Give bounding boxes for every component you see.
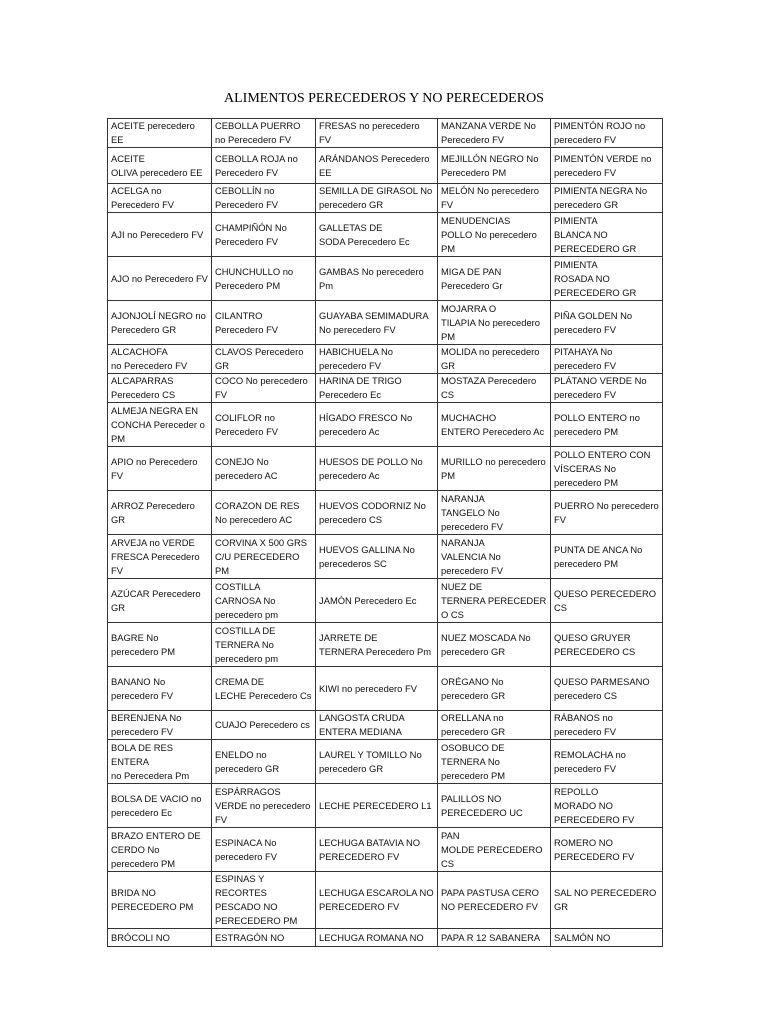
table-row [108,740,663,784]
table-cell: APIO no Perecedero FV [108,447,212,491]
table-row [108,184,663,213]
table-cell: ENELDO no perecedero GR [212,740,316,784]
table-row [108,711,663,740]
table-cell: MURILLO no perecedero PM [438,447,551,491]
table-cell: PIMIENTA BLANCA NO PERECEDERO GR [551,213,663,257]
table-row [108,374,663,403]
table-cell: SAL NO PERECEDERO GR [551,872,663,929]
table-cell: CREMA DE LECHE Perecedero Cs [212,667,316,711]
table-cell: ARROZ Perecedero GR [108,491,212,535]
table-cell: JAMÓN Perecedero Ec [316,579,438,623]
table-cell: MANZANA VERDE No Perecedero FV [438,119,551,148]
table-cell: HUEVOS GALLINA No perecederos SC [316,535,438,579]
table-cell: POLLO ENTERO CON VÍSCERAS No perecedero PM [551,447,663,491]
table-cell: AJI no Perecedero FV [108,213,212,257]
table-cell: ESPINACA No perecedero FV [212,828,316,872]
table-cell: ESPÁRRAGOS VERDE no perecedero FV [212,784,316,828]
table-cell: PUERRO No perecedero FV [551,491,663,535]
table-row [108,301,663,345]
table-cell: PAN MOLDE PERECEDERO CS [438,828,551,872]
table-cell: PLÁTANO VERDE No perecedero FV [551,374,663,403]
table-cell: LECHUGA ESCAROLA NO PERECEDERO FV [316,872,438,929]
table-cell: NARANJA TANGELO No perecedero FV [438,491,551,535]
table-cell: PITAHAYA No perecedero FV [551,345,663,374]
table-cell: BOLA DE RES ENTERA no Perecedera Pm [108,740,212,784]
table-cell: GAMBAS No perecedero Pm [316,257,438,301]
table-cell: CEBOLLÍN no Perecedero FV [212,184,316,213]
table-cell: MEJILLÓN NEGRO No Perecedero PM [438,148,551,184]
table-cell: PUNTA DE ANCA No perecedero PM [551,535,663,579]
table-cell: PALILLOS NO PERECEDERO UC [438,784,551,828]
table-cell: PIMIENTA NEGRA No perecedero GR [551,184,663,213]
table-cell: PAPA R 12 SABANERA [438,929,551,947]
table-cell: BAGRE No perecedero PM [108,623,212,667]
table-cell: CHUNCHULLO no Perecedero PM [212,257,316,301]
table-cell: PIÑA GOLDEN No perecedero FV [551,301,663,345]
table-cell: CORVINA X 500 GRS C/U PERECEDERO PM [212,535,316,579]
table-cell: BRIDA NO PERECEDERO PM [108,872,212,929]
table-cell: QUESO PERECEDERO CS [551,579,663,623]
table-row [108,784,663,828]
table-cell: QUESO GRUYER PERECEDERO CS [551,623,663,667]
table-cell: ARVEJA no VERDE FRESCA Perecedero FV [108,535,212,579]
table-cell: POLLO ENTERO no perecedero PM [551,403,663,447]
table-row [108,828,663,872]
table-cell: MOLIDA no perecedero GR [438,345,551,374]
table-cell: MENUDENCIAS POLLO No perecedero PM [438,213,551,257]
table-cell: PIMIENTA ROSADA NO PERECEDERO GR [551,257,663,301]
table-cell: QUESO PARMESANO perecedero CS [551,667,663,711]
table-row [108,447,663,491]
table-cell: CONEJO No perecedero AC [212,447,316,491]
table-cell: ALCAPARRAS Perecedero CS [108,374,212,403]
table-cell: MOSTAZA Perecedero CS [438,374,551,403]
table-cell: ACEITE perecedero EE [108,119,212,148]
table-cell: ORELLANA no perecedero GR [438,711,551,740]
table-row [108,491,663,535]
table-row [108,148,663,184]
table-cell: PIMENTÓN VERDE no perecedero FV [551,148,663,184]
table-cell: RÁBANOS no perecedero FV [551,711,663,740]
table-row [108,213,663,257]
table-cell: PIMENTÓN ROJO no perecedero FV [551,119,663,148]
table-cell: ESPINAS Y RECORTES PESCADO NO PERECEDERO PM [212,872,316,929]
table-cell: HABICHUELA No perecedero FV [316,345,438,374]
table-cell: CEBOLLA ROJA no Perecedero FV [212,148,316,184]
table-cell: AZÚCAR Perecedero GR [108,579,212,623]
table-cell: ORÉGANO No perecedero GR [438,667,551,711]
table-row [108,345,663,374]
table-cell: GALLETAS DE SODA Perecedero Ec [316,213,438,257]
table-row [108,257,663,301]
table-cell: NUEZ DE TERNERA PERECEDER O CS [438,579,551,623]
table-cell: ALCACHOFA no Perecedero FV [108,345,212,374]
table-cell: CORAZON DE RES No perecedero AC [212,491,316,535]
table-cell: HÍGADO FRESCO No perecedero Ac [316,403,438,447]
table-cell: GUAYABA SEMIMADURA No perecedero FV [316,301,438,345]
table-row [108,872,663,929]
table-cell: REMOLACHA no perecedero FV [551,740,663,784]
table-cell: BANANO No perecedero FV [108,667,212,711]
document-title: ALIMENTOS PERECEDEROS Y NO PERECEDEROS [224,91,544,106]
table-cell: MOJARRA O TILAPIA No perecedero PM [438,301,551,345]
foods-table [107,118,663,947]
table-cell: CLAVOS Perecedero GR [212,345,316,374]
table-row [108,667,663,711]
table-cell: NARANJA VALENCIA No perecedero FV [438,535,551,579]
table-cell: ESTRAGÓN NO [212,929,316,947]
table-row [108,119,663,148]
table-cell: AJONJOLÍ NEGRO no Perecedero GR [108,301,212,345]
table-row [108,929,663,947]
table-cell: NUEZ MOSCADA No perecedero GR [438,623,551,667]
table-cell: ROMERO NO PERECEDERO FV [551,828,663,872]
table-cell: LECHE PERECEDERO L1 [316,784,438,828]
table-cell: JARRETE DE TERNERA Perecedero Pm [316,623,438,667]
table-cell: CUAJO Perecedero cs [212,711,316,740]
table-cell: OSOBUCO DE TERNERA No perecedero PM [438,740,551,784]
table-cell: HARINA DE TRIGO Perecedero Ec [316,374,438,403]
table-cell: COSTILLA CARNOSA No perecedero pm [212,579,316,623]
table-cell: LECHUGA ROMANA NO [316,929,438,947]
table-cell: SALMÓN NO [551,929,663,947]
table-cell: ALMEJA NEGRA EN CONCHA Pereceder o PM [108,403,212,447]
table-cell: SEMILLA DE GIRASOL No perecedero GR [316,184,438,213]
table-row [108,623,663,667]
table-cell: MIGA DE PAN Perecedero Gr [438,257,551,301]
table-cell: HUEVOS CODORNIZ No perecedero CS [316,491,438,535]
table-cell: COLIFLOR no Perecedero FV [212,403,316,447]
table-cell: KIWI no perecedero FV [316,667,438,711]
table-cell: CHAMPIÑÓN No Perecedero FV [212,213,316,257]
table-cell: BRAZO ENTERO DE CERDO No perecedero PM [108,828,212,872]
table-cell: HUESOS DE POLLO No perecedero Ac [316,447,438,491]
table-row [108,403,663,447]
table-cell: LECHUGA BATAVIA NO PERECEDERO FV [316,828,438,872]
table-cell: COSTILLA DE TERNERA No perecedero pm [212,623,316,667]
table-cell: REPOLLO MORADO NO PERECEDERO FV [551,784,663,828]
table-row [108,535,663,579]
table-cell: ACEITE OLIVA perecedero EE [108,148,212,184]
table-cell: BOLSA DE VACIO no perecedero Ec [108,784,212,828]
table-cell: CILANTRO Perecedero FV [212,301,316,345]
table-cell: ARÁNDANOS Perecedero EE [316,148,438,184]
table-cell: FRESAS no perecedero FV [316,119,438,148]
table-row [108,579,663,623]
table-cell: LAUREL Y TOMILLO No perecedero GR [316,740,438,784]
table-cell: CEBOLLA PUERRO no Perecedero FV [212,119,316,148]
table-cell: COCO No perecedero FV [212,374,316,403]
table-cell: BRÓCOLI NO [108,929,212,947]
table-cell: PAPA PASTUSA CERO NO PERECEDERO FV [438,872,551,929]
table-cell: MELÓN No perecedero FV [438,184,551,213]
table-cell: BERENJENA No perecedero FV [108,711,212,740]
table-cell: LANGOSTA CRUDA ENTERA MEDIANA [316,711,438,740]
table-cell: ACELGA no Perecedero FV [108,184,212,213]
table-cell: MUCHACHO ENTERO Perecedero Ac [438,403,551,447]
table-cell: AJO no Perecedero FV [108,257,212,301]
